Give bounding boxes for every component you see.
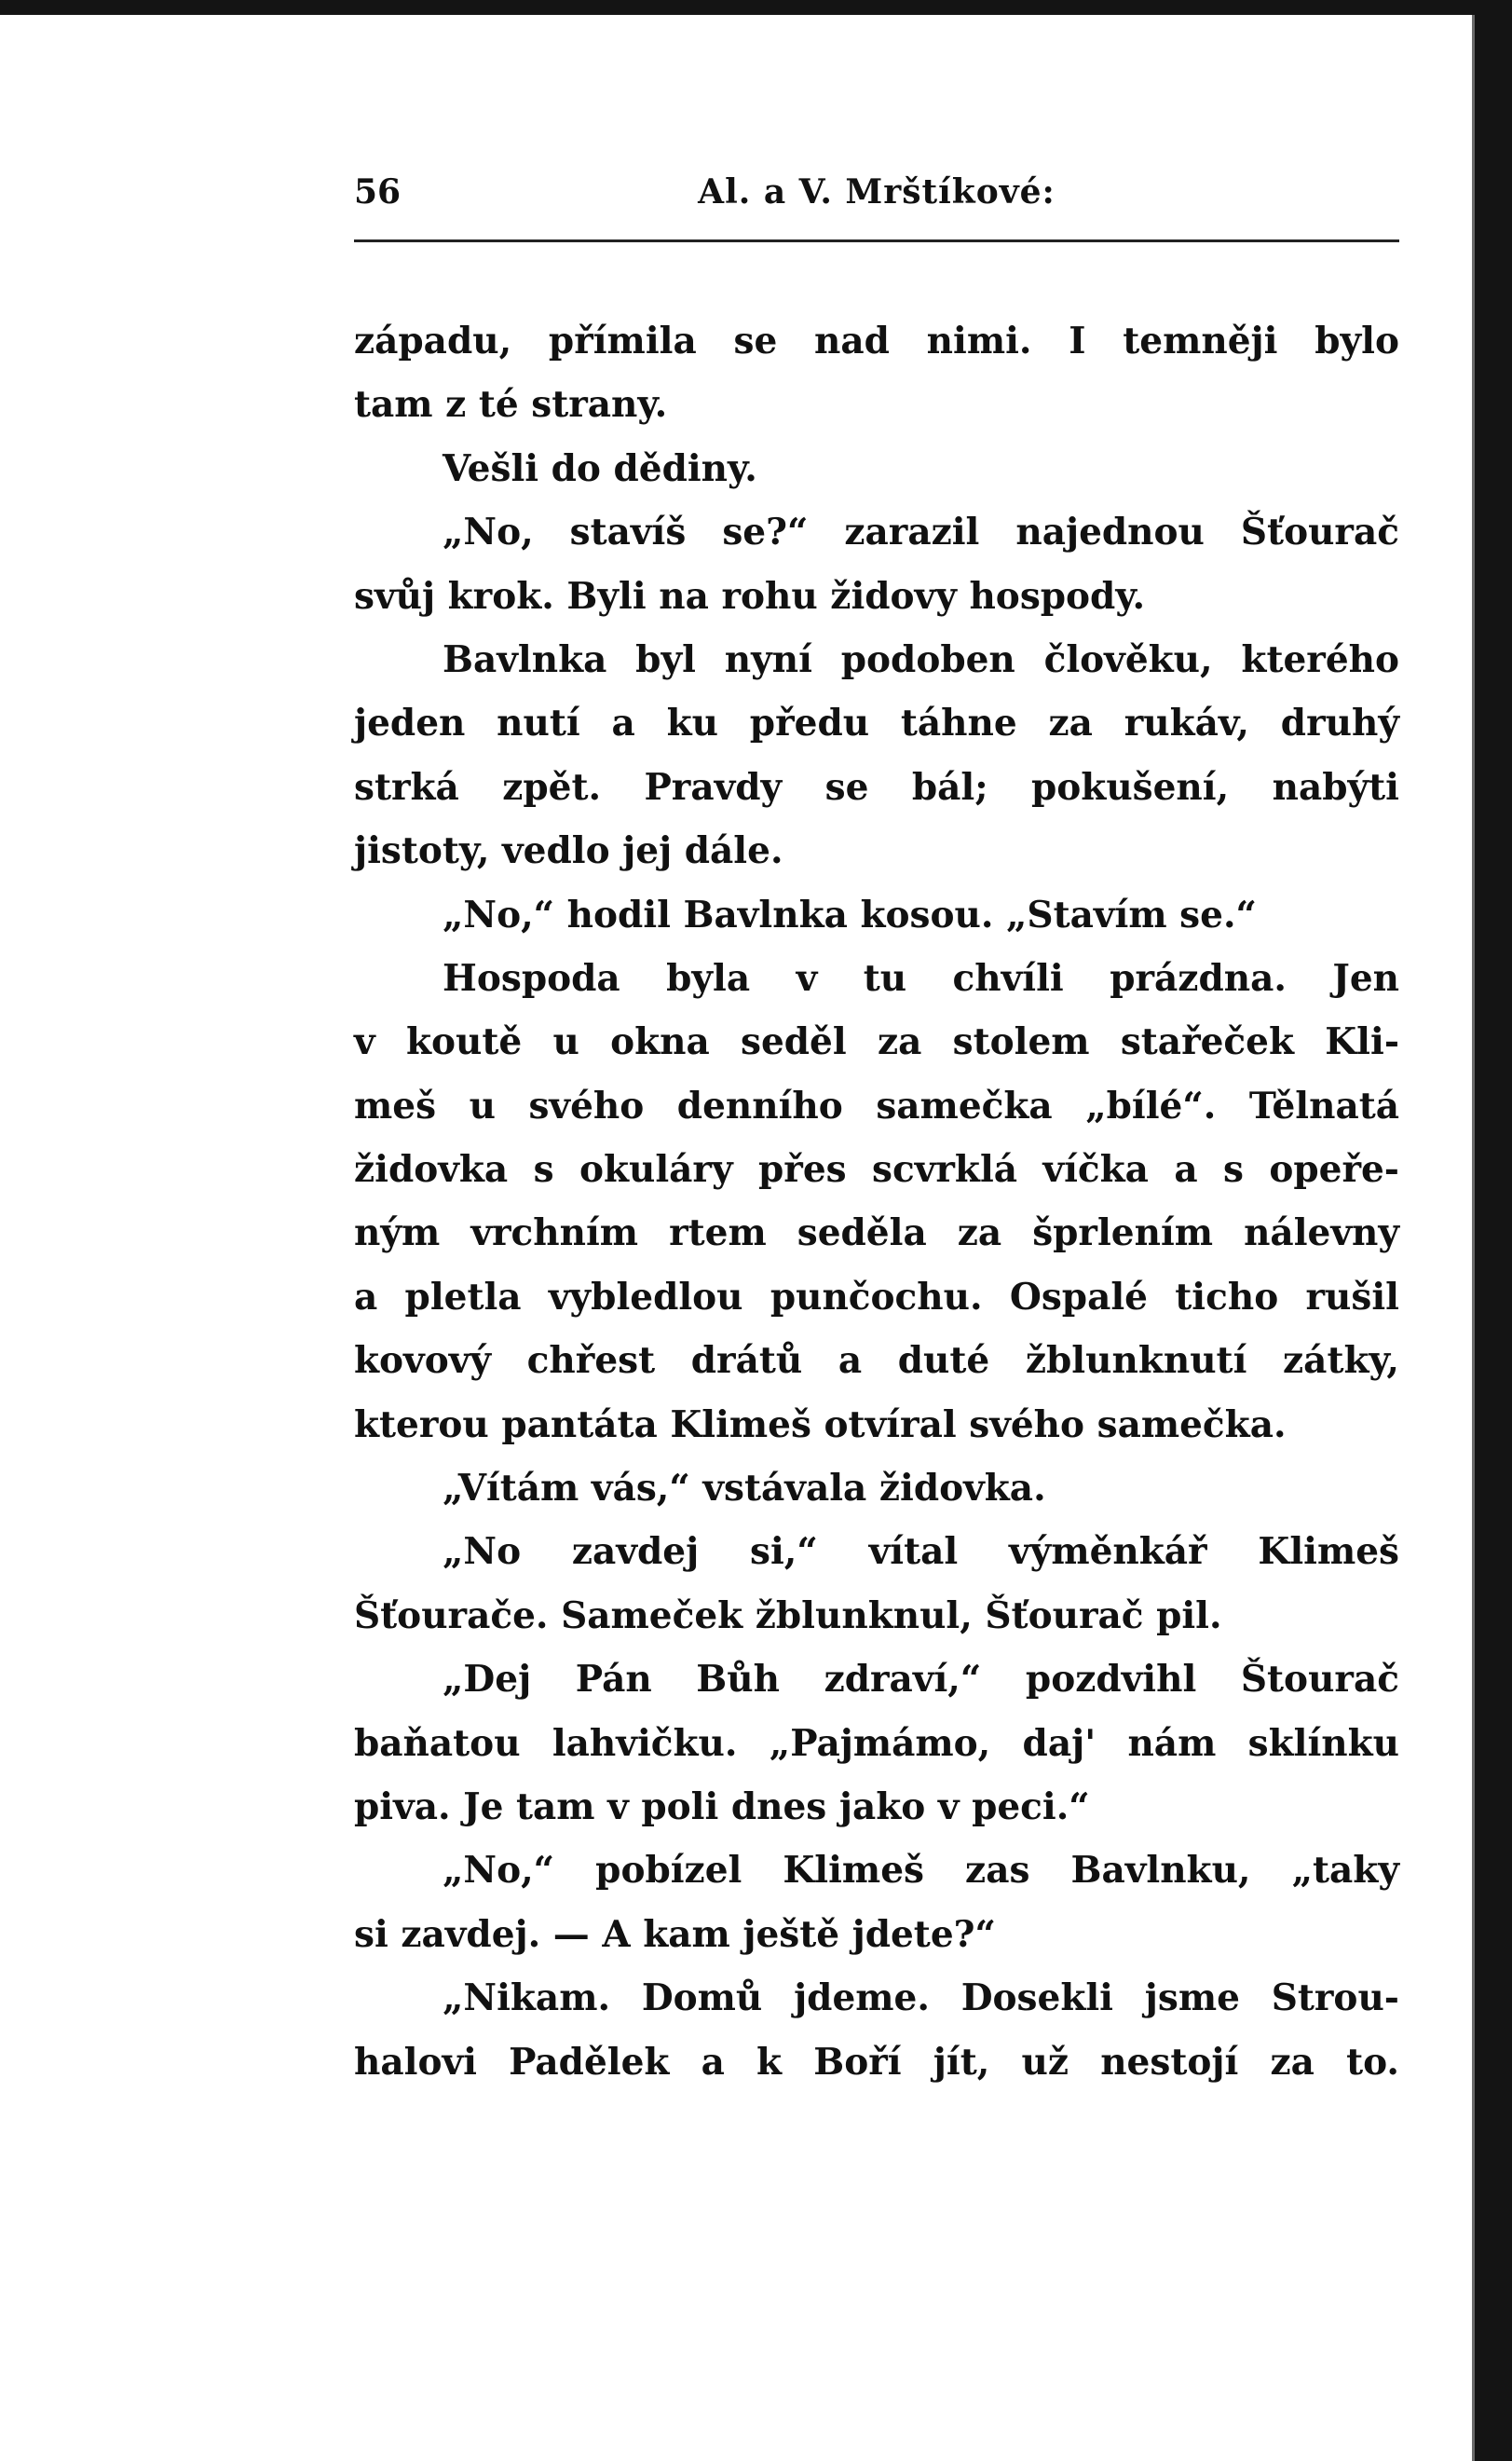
text-line: „No,“ hodil Bavlnka kosou. „Stavím se.“ xyxy=(443,893,1257,937)
text-line: jistoty, vedlo jej dále. xyxy=(354,829,783,873)
text-line: „Nikam. Domů jdeme. Dosekli jsme Strou- xyxy=(443,1976,1399,2020)
text-line: Hospoda byla v tu chvíli prázdna. Jen xyxy=(443,956,1399,1000)
body-text xyxy=(354,309,1399,2094)
text-line: a pletla vybledlou punčochu. Ospalé ticho rušil xyxy=(354,1275,1399,1319)
text-line: kterou pantáta Klimeš otvíral svého samečka. xyxy=(354,1402,1287,1446)
text-line: „Dej Pán Bůh zdraví,“ pozdvihl Štourač xyxy=(443,1658,1399,1702)
scan-right-edge xyxy=(1475,0,1512,2461)
text-line: Vešli do dědiny. xyxy=(443,446,757,490)
text-line: židovka s okuláry přes scvrklá víčka a s opeře- xyxy=(354,1148,1399,1192)
text-line: jeden nutí a ku předu táhne za rukáv, druhý xyxy=(354,702,1399,745)
text-line: piva. Je tam v poli dnes jako v peci.“ xyxy=(354,1784,1090,1828)
running-head: Al. a V. Mrštíkové: xyxy=(698,172,1056,212)
text-line: si zavdej. — A kam ještě jdete?“ xyxy=(354,1912,996,1956)
scan-top-edge xyxy=(0,0,1512,15)
header-rule xyxy=(354,239,1399,242)
page-number: 56 xyxy=(354,172,402,212)
scan-right-edge-shadow xyxy=(1472,15,1475,2461)
text-line: „No zavdej si,“ vítal výměnkář Klimeš xyxy=(443,1530,1399,1574)
text-line: strká zpět. Pravdy se bál; pokušení, nabýti xyxy=(354,765,1399,809)
text-line: meš u svého denního samečka „bílé“. Tělnatá xyxy=(354,1084,1399,1128)
text-line: svůj krok. Byli na rohu židovy hospody. xyxy=(354,574,1146,618)
text-line: západu, přímila se nad nimi. I temněji bylo xyxy=(354,320,1399,362)
text-line: baňatou lahvičku. „Pajmámo, daj' nám sklínku xyxy=(354,1721,1399,1765)
text-line: tam z té strany. xyxy=(354,383,668,427)
text-line: v koutě u okna seděl za stolem stařeček Kli- xyxy=(354,1020,1399,1064)
text-line: Šťourače. Sameček žblunknul, Šťourač pil. xyxy=(354,1593,1222,1637)
text-line: halovi Padělek a k Boří jít, už nestojí za to. xyxy=(354,2040,1399,2084)
text-line: Bavlnka byl nyní podoben člověku, kterého xyxy=(443,637,1399,681)
text-line: „Vítám vás,“ vstávala židovka. xyxy=(443,1467,1046,1511)
text-line: kovový chřest drátů a duté žblunknutí zátky, xyxy=(354,1339,1399,1383)
text-line: ným vrchním rtem seděla za šprlením nálevny xyxy=(354,1211,1399,1255)
page-header xyxy=(354,172,1399,228)
text-line: „No, stavíš se?“ zarazil najednou Šťourač xyxy=(443,511,1399,554)
text-line: „No,“ pobízel Klimeš zas Bavlnku, „taky xyxy=(443,1849,1399,1893)
